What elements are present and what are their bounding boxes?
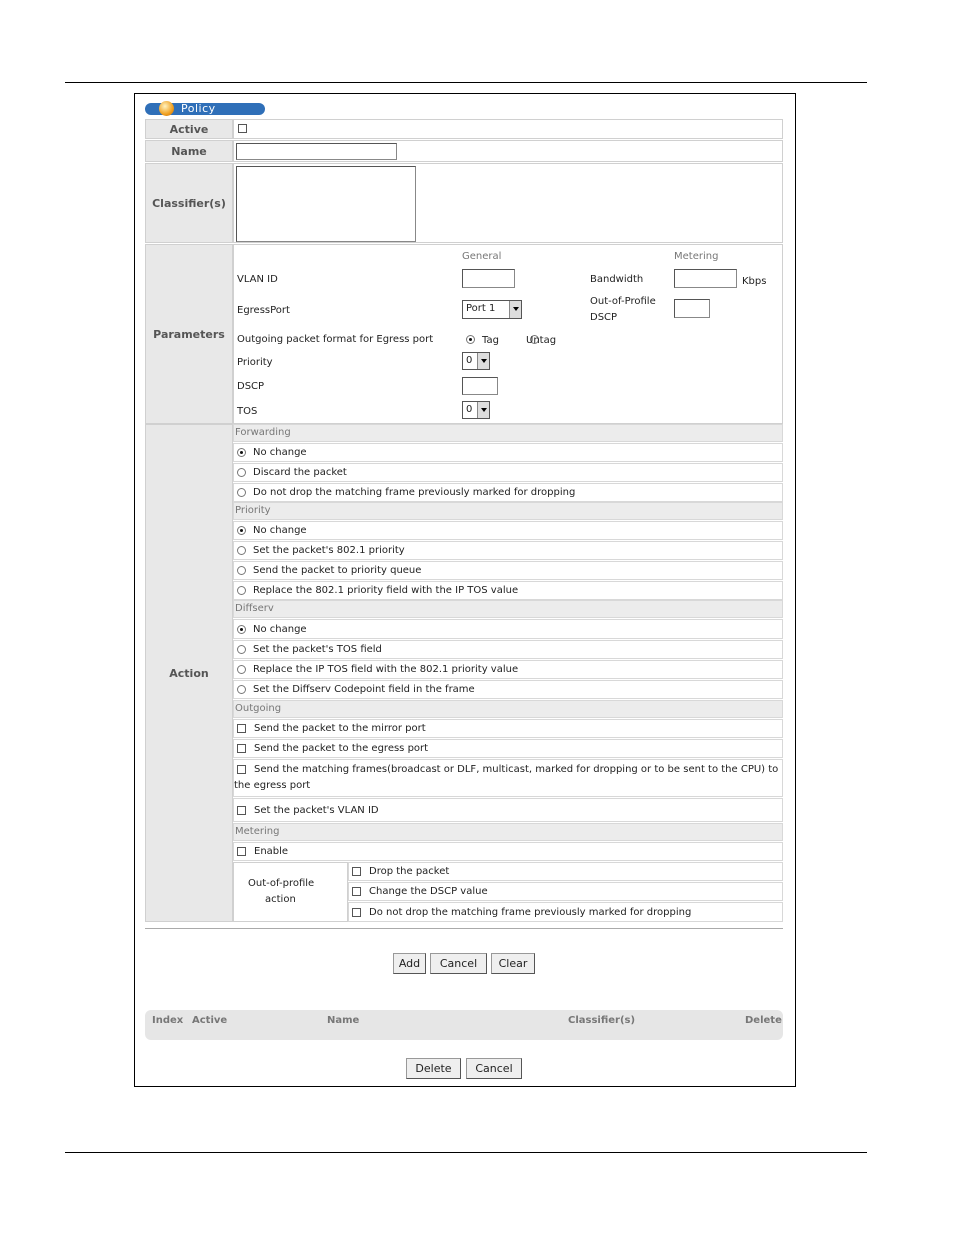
priority-label: Priority <box>237 357 273 368</box>
radio-icon[interactable] <box>237 685 246 694</box>
diffserv-option-codepoint[interactable]: Set the Diffserv Codepoint field in the frame <box>233 680 783 699</box>
chevron-down-icon <box>477 402 489 418</box>
tos-select[interactable] <box>462 401 490 419</box>
out-of-profile-action-line2: action <box>265 894 296 905</box>
top-rule <box>65 82 867 83</box>
egress-port-select[interactable] <box>462 300 522 319</box>
tos-label: TOS <box>237 406 258 417</box>
dscp-input[interactable] <box>462 377 498 395</box>
priority-heading: Priority <box>233 502 783 520</box>
policy-panel <box>134 93 796 1087</box>
priority-option-queue[interactable]: Send the packet to priority queue <box>233 561 783 580</box>
tos-value: 0 <box>466 404 473 415</box>
radio-icon[interactable] <box>237 488 246 497</box>
outgoing-option-egress[interactable]: Send the packet to the egress port <box>233 739 783 758</box>
name-input[interactable] <box>236 143 397 160</box>
classifiers-label: Classifier(s) <box>145 163 233 243</box>
chevron-down-icon <box>509 301 521 318</box>
classifiers-cell <box>233 163 783 243</box>
radio-icon[interactable] <box>237 625 246 634</box>
outgoing-option-vlan-id[interactable]: Set the packet's VLAN ID <box>233 798 783 822</box>
out-of-profile-label: Out-of-Profile <box>590 296 656 307</box>
metering-heading-action: Metering <box>233 823 783 841</box>
col-name: Name <box>327 1015 360 1026</box>
forwarding-option-discard[interactable]: Discard the packet <box>233 463 783 482</box>
bandwidth-label: Bandwidth <box>590 274 644 285</box>
checkbox-icon[interactable] <box>352 887 361 896</box>
checkbox-icon[interactable] <box>352 908 361 917</box>
col-index: Index <box>152 1015 184 1026</box>
col-active: Active <box>192 1015 228 1026</box>
out-of-profile-action-label-cell <box>233 862 348 922</box>
checkbox-icon[interactable] <box>237 847 246 856</box>
general-heading: General <box>462 251 502 262</box>
name-label: Name <box>145 140 233 162</box>
bottom-rule <box>65 1152 867 1153</box>
dscp-label: DSCP <box>237 381 265 392</box>
radio-icon[interactable] <box>237 665 246 674</box>
name-cell <box>233 140 783 162</box>
action-label: Action <box>145 424 233 922</box>
table-cancel-button[interactable]: Cancel <box>466 1058 522 1079</box>
checkbox-icon[interactable] <box>352 867 361 876</box>
outgoing-format-label: Outgoing packet format for Egress port <box>237 334 434 345</box>
priority-option-set-8021[interactable]: Set the packet's 802.1 priority <box>233 541 783 560</box>
diffserv-option-no-change[interactable]: No change <box>233 619 783 639</box>
untag-label: Untag <box>526 335 557 346</box>
priority-value: 0 <box>466 355 473 366</box>
egress-port-label: EgressPort <box>237 305 290 316</box>
form-divider <box>145 928 783 929</box>
forwarding-option-no-change[interactable]: No change <box>233 443 783 462</box>
tag-label: Tag <box>482 335 499 346</box>
col-classifiers: Classifier(s) <box>568 1015 636 1026</box>
metering-enable[interactable]: Enable <box>233 842 783 861</box>
priority-option-no-change[interactable]: No change <box>233 521 783 540</box>
checkbox-icon[interactable] <box>237 806 246 815</box>
policy-title-bar <box>145 103 265 115</box>
diffserv-option-replace[interactable]: Replace the IP TOS field with the 802.1 priority value <box>233 660 783 679</box>
orb-icon <box>159 101 174 116</box>
add-button[interactable]: Add <box>393 953 426 974</box>
radio-icon[interactable] <box>237 645 246 654</box>
metering-option-do-not-drop[interactable]: Do not drop the matching frame previously marked for dropping <box>348 902 783 922</box>
forwarding-heading: Forwarding <box>233 424 783 442</box>
checkbox-icon[interactable] <box>237 744 246 753</box>
forwarding-option-do-not-drop[interactable]: Do not drop the matching frame previously marked for dropping <box>233 483 783 502</box>
outgoing-option-mirror[interactable]: Send the packet to the mirror port <box>233 719 783 738</box>
diffserv-heading: Diffserv <box>233 600 783 618</box>
egress-port-value: Port 1 <box>466 303 496 314</box>
radio-icon[interactable] <box>237 546 246 555</box>
active-label: Active <box>145 119 233 139</box>
diffserv-option-set-tos[interactable]: Set the packet's TOS field <box>233 640 783 659</box>
radio-icon[interactable] <box>237 448 246 457</box>
checkbox-icon[interactable] <box>237 724 246 733</box>
checkbox-icon[interactable] <box>237 765 246 774</box>
priority-option-replace[interactable]: Replace the 802.1 priority field with the IP TOS value <box>233 581 783 600</box>
radio-icon[interactable] <box>237 586 246 595</box>
delete-button[interactable]: Delete <box>406 1058 461 1079</box>
tag-radio[interactable] <box>466 335 475 344</box>
radio-icon[interactable] <box>237 468 246 477</box>
parameters-cell <box>233 244 783 424</box>
bandwidth-input[interactable] <box>674 269 737 288</box>
chevron-down-icon <box>477 353 489 369</box>
priority-select[interactable] <box>462 352 490 370</box>
out-of-profile-dscp-input[interactable] <box>674 299 710 318</box>
metering-option-change-dscp[interactable]: Change the DSCP value <box>348 882 783 901</box>
vlan-id-input[interactable] <box>462 269 515 288</box>
radio-icon[interactable] <box>237 566 246 575</box>
clear-button[interactable]: Clear <box>491 953 535 974</box>
active-cell <box>233 119 783 139</box>
policy-title: Policy <box>181 102 216 115</box>
parameters-label: Parameters <box>145 244 233 424</box>
policy-table-header <box>145 1010 783 1040</box>
metering-option-drop[interactable]: Drop the packet <box>348 862 783 881</box>
kbps-label: Kbps <box>742 276 767 287</box>
outgoing-heading: Outgoing <box>233 700 783 718</box>
cancel-button[interactable]: Cancel <box>430 953 487 974</box>
out-of-profile-dscp-label: DSCP <box>590 312 618 323</box>
metering-heading: Metering <box>674 251 719 262</box>
active-checkbox[interactable] <box>238 124 247 133</box>
radio-icon[interactable] <box>237 526 246 535</box>
outgoing-option-matching-frames[interactable]: Send the matching frames(broadcast or DLF, multicast, marked for dropping or to be sent to the CPU) to the egress port <box>233 759 783 797</box>
vlan-id-label: VLAN ID <box>237 274 278 285</box>
classifiers-listbox[interactable] <box>236 166 416 242</box>
col-delete: Delete <box>745 1015 782 1026</box>
out-of-profile-action-line1: Out-of-profile <box>248 878 315 889</box>
